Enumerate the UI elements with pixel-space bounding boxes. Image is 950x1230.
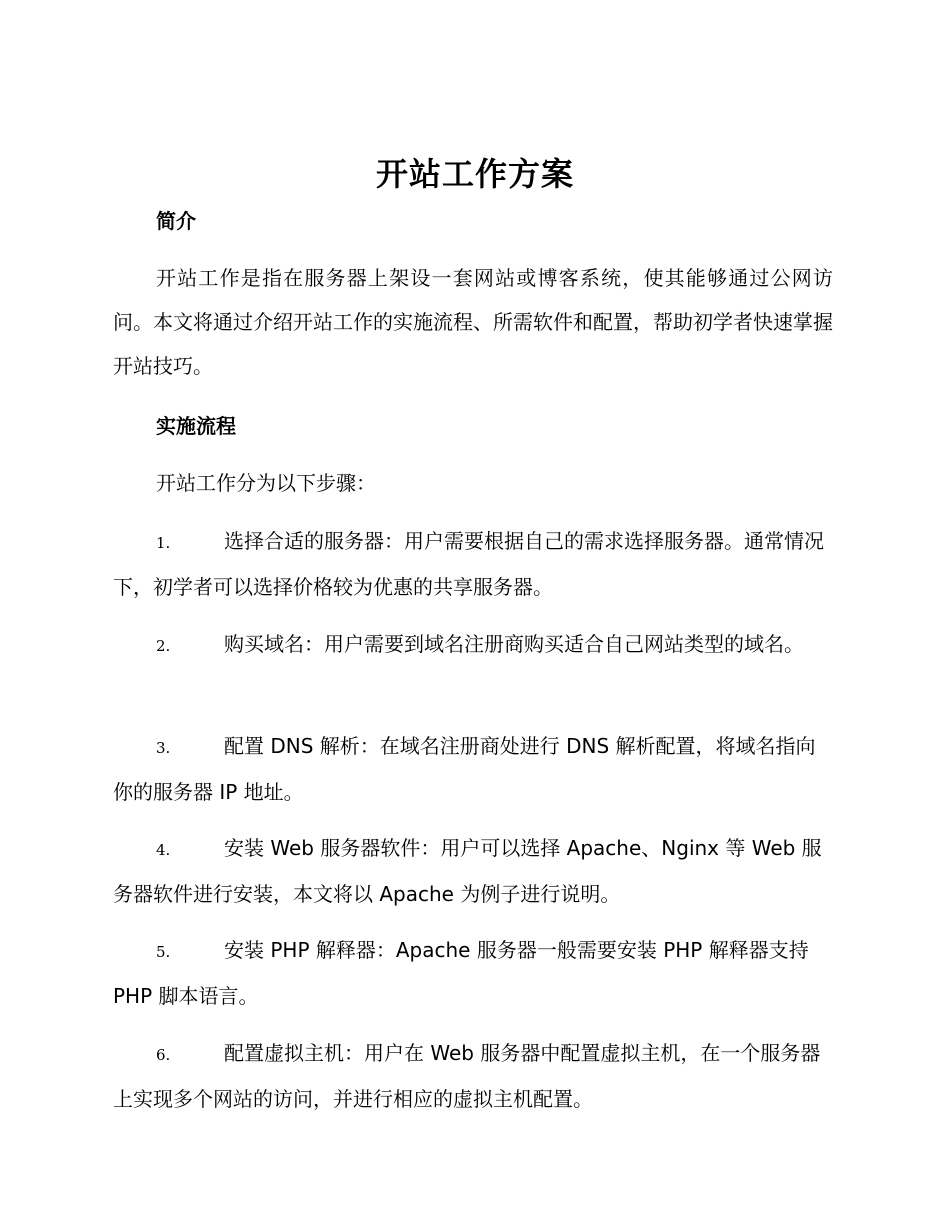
list-number: 6. — [156, 1046, 171, 1064]
list-text: 安装 PHP 解释器：Apache 服务器一般需要安装 PHP 解释器支持 PHP 脚本语言。 — [113, 938, 809, 1008]
list-text: 配置虚拟主机：用户在 Web 服务器中配置虚拟主机，在一个服务器上实现多个网站的访问，并进行相应的虚拟主机配置。 — [113, 1041, 821, 1111]
list-text: 安装 Web 服务器软件：用户可以选择 Apache、Nginx 等 Web 服务器软件进行安装，本文将以 Apache 为例子进行说明。 — [113, 836, 822, 906]
section-heading-process: 实施流程 — [156, 414, 236, 438]
list-text: 购买域名：用户需要到域名注册商购买适合自己网站类型的域名。 — [224, 632, 804, 656]
list-number: 3. — [156, 739, 171, 757]
list-number: 4. — [156, 841, 171, 859]
intro-paragraph: 开站工作是指在服务器上架设一套网站或博客系统，使其能够通过公网访问。本文将通过介绍开站工作的实施流程、所需软件和配置，帮助初学者快速掌握开站技巧。 — [113, 266, 833, 378]
process-intro: 开站工作分为以下步骤： — [156, 471, 376, 495]
document-title: 开站工作方案 — [375, 155, 574, 193]
list-item — [113, 826, 833, 916]
list-number: 1. — [156, 534, 171, 552]
section-heading-intro: 简介 — [156, 209, 196, 233]
list-text: 选择合适的服务器：用户需要根据自己的需求选择服务器。通常情况下，初学者可以选择价格较为优惠的共享服务器。 — [113, 529, 824, 599]
list-number: 2. — [156, 637, 171, 655]
list-item — [113, 519, 833, 609]
list-item — [113, 724, 833, 814]
list-item — [113, 1031, 833, 1121]
list-number: 5. — [156, 943, 171, 961]
list-item — [113, 622, 833, 668]
list-item — [113, 928, 833, 1018]
list-text: 配置 DNS 解析：在域名注册商处进行 DNS 解析配置，将域名指向你的服务器 IP 地址。 — [113, 734, 816, 804]
